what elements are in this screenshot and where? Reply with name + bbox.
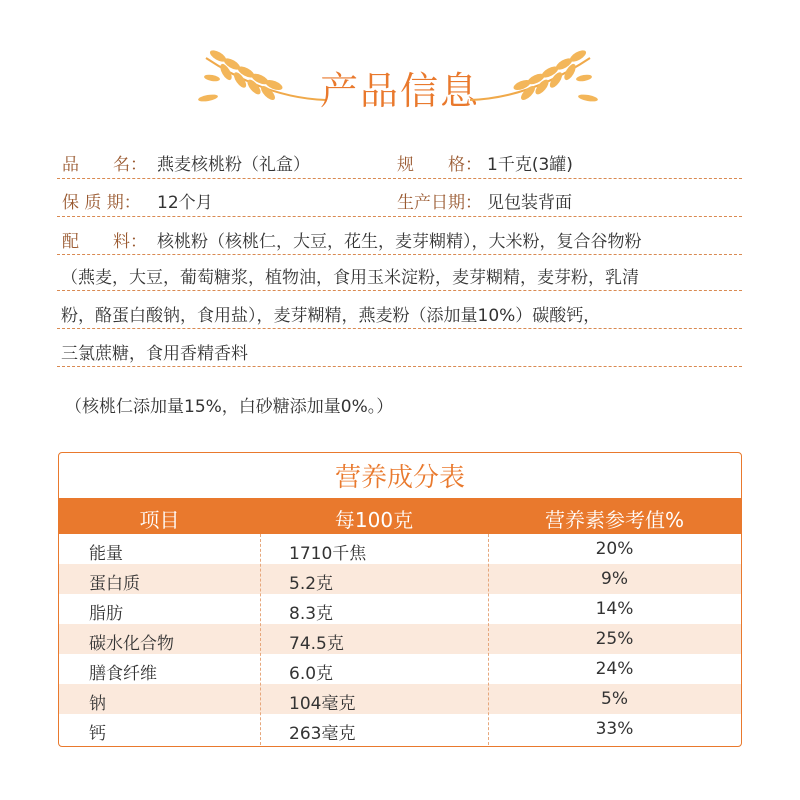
page-title: 产品信息 [319,69,480,113]
spec-label: 规 格： [397,155,482,175]
ingredients-line-3 [57,292,742,329]
ingredients-text: 核桃粉（核桃仁，大豆，花生，麦芽糊精），大米粉，复合谷物粉 [157,232,642,252]
ingredients-label: 配 料： [62,232,147,252]
ingredients-text: （燕麦，大豆，葡萄糖浆，植物油，食用玉米淀粉，麦芽糊精，麦芽粉，乳清 [61,268,639,288]
nutrient-name: 碳水化合物 [89,634,174,654]
wheat-right-icon [460,38,600,118]
nutrient-amount: 263毫克 [289,724,356,744]
table-row [59,624,741,654]
table-row [59,564,741,594]
nutrition-title: 营养成分表 [334,463,465,493]
nutrient-name: 膳食纤维 [89,664,157,684]
page-header [0,38,800,118]
ingredients-text: 三氯蔗糖，食用香精香料 [61,344,248,364]
nutrient-nrv: 5% [601,689,628,709]
production-date-value: 见包装背面 [487,193,572,213]
nutrition-header-row [59,498,741,534]
ingredients-line-1 [57,218,742,255]
nutrient-nrv: 25% [595,629,634,649]
nutrient-name: 能量 [89,544,123,564]
nutrient-nrv: 24% [595,659,634,679]
nutrient-nrv: 9% [601,569,628,589]
nutrient-name: 脂肪 [89,604,123,624]
ingredients-line-4 [57,330,742,367]
nutrient-amount: 104毫克 [289,694,356,714]
shelf-life-value: 12个月 [157,193,213,213]
nutrient-amount: 74.5克 [289,634,344,654]
table-row [59,534,741,564]
header-nrv: 营养素参考值% [544,508,684,532]
nutrient-nrv: 20% [595,539,634,559]
shelf-life-label: 保 质 期： [62,193,141,213]
column-divider [260,534,261,745]
table-row [59,654,741,684]
table-row [59,684,741,714]
name-label: 品 名： [62,155,147,175]
nutrient-amount: 6.0克 [289,664,334,684]
spec-value: 1千克(3罐) [487,155,573,175]
ingredients-note: （核桃仁添加量15%，白砂糖添加量0%。） [65,397,394,417]
nutrient-name: 钠 [89,694,106,714]
nutrient-nrv: 33% [595,719,634,739]
nutrient-amount: 8.3克 [289,604,334,624]
header-item: 项目 [139,508,180,532]
info-row-shelf-date [57,178,742,217]
ingredients-line-2 [57,254,742,291]
nutrition-table [58,452,742,747]
production-date-label: 生产日期： [397,193,482,213]
nutrient-amount: 5.2克 [289,574,334,594]
table-row [59,714,741,744]
nutrient-nrv: 14% [595,599,634,619]
nutrient-name: 钙 [89,724,106,744]
column-divider [488,534,489,745]
header-per-100g: 每100克 [334,508,414,532]
name-value: 燕麦核桃粉（礼盒） [157,155,310,175]
nutrient-amount: 1710千焦 [289,544,367,564]
info-row-name-spec [57,140,742,179]
nutrient-name: 蛋白质 [89,574,140,594]
table-row [59,594,741,624]
ingredients-text: 粉，酪蛋白酸钠，食用盐），麦芽糊精，燕麦粉（添加量10%）碳酸钙， [61,306,601,326]
